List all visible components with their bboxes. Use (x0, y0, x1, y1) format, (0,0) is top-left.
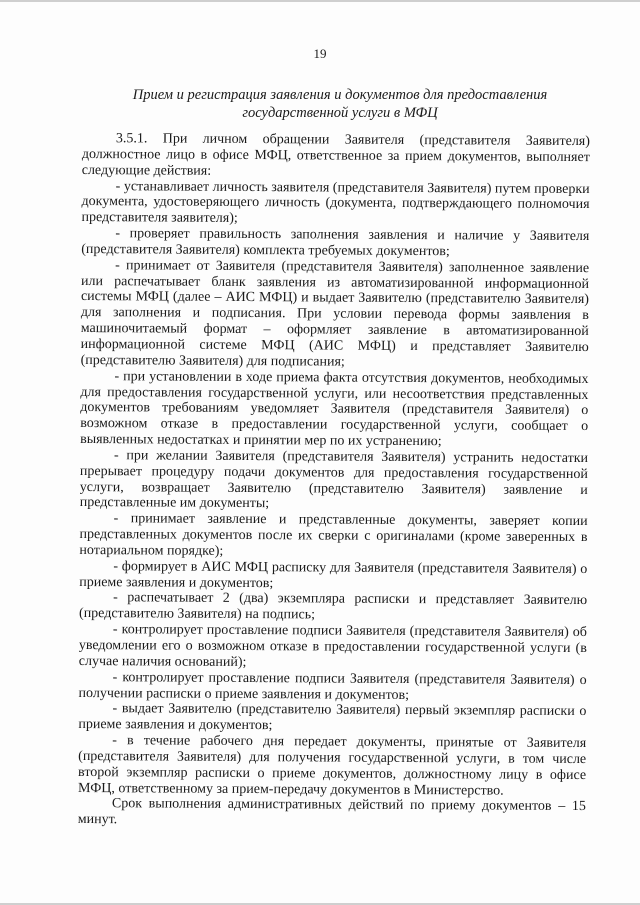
section-title (120, 86, 560, 122)
list-item: - принимает от Заявителя (представителя Заявителя) заполненное заявление или распечатывает бланк заявления из автоматизированной информационной системы МФЦ (далее – АИС МФЦ) и выдает Заявителю (представителю Заявителя) для заполнения и подписания. При условии перевода формы заявления в машиночитаемый формат – оформляет заявление в автоматизированной информационной системе МФЦ (АИС МФЦ) и представляет Заявителю (представителю Заявителя) для подписания; (80, 257, 590, 370)
list-item: - формирует в АИС МФЦ расписку для Заявителя (представителя Заявителя) о приеме заявления и документов; (79, 558, 588, 591)
page-number: 19 (313, 46, 327, 61)
list-item: - в течение рабочего дня передает документы, принятые от Заявителя (представителя Заявителя) для получения государственной услуги, в том числе второй экземпляр расписки о приеме документов, должностному лицу в офисе МФЦ, ответственному за прием-передачу документов в Министерство. (77, 733, 587, 799)
list-item: - при установлении в ходе приема факта отсутствия документов, необходимых для предоставления государственной услуги, или несоответствия представленных документов требованиям уведомляет Заявителя (представителя Заявителя) о возможном отказе в предоставлении государственной услуги, сообщает о выявленных недостатках и принятии мер по их устранению; (80, 368, 589, 450)
scan-top-edge (0, 0, 640, 2)
section-title-line-2: государственной услуги в МФЦ (242, 105, 438, 121)
list-item: - проверяет правильность заполнения заявления и наличие у Заявителя (представителя Заявителя) комплекта требуемых документов; (81, 226, 590, 260)
list-item: - контролирует проставление подписи Заявителя (представителя Заявителя) о получении расписки о приеме заявления и документов; (78, 669, 587, 703)
list-item: - распечатывает 2 (два) экземпляра расписки и представляет Заявителю (представителю Заявителя) на подпись; (79, 590, 588, 623)
closing-paragraph: Срок выполнения административных действий по приему документов – 15 минут. (77, 796, 586, 828)
list-item: - устанавливает личность заявителя (представителя Заявителя) путем проверки документа, удостоверяющего личность (документа, подтверждающего полномочия представителя заявителя); (81, 178, 590, 227)
list-item: - контролирует проставление подписи Заявителя (представителя Заявителя) об уведомлении его о возможном отказе в предоставлении государственной услуги (в случае наличия оснований); (78, 622, 587, 670)
list-item: - принимает заявление и представленные документы, заверяет копии представленных документов после их сверки с оригиналами (кроме заверенных в нотариальном порядке); (79, 511, 588, 559)
body-text (78, 131, 590, 831)
intro-paragraph: 3.5.1. При личном обращении Заявителя (представителя Заявителя) должностное лицо в офисе МФЦ, ответственное за прием документов, выполняет следующие действия: (81, 131, 590, 179)
list-item: - выдает Заявителю (представителю Заявителя) первый экземпляр расписки о приеме заявления и документов; (78, 701, 587, 734)
list-item: - при желании Заявителя (представителя Заявителя) устранить недостатки прерывает процедуру подачи документов для предоставления государственной услуги, возвращает Заявителю (представителю Заявителя) заявление и представленные им документы; (79, 448, 589, 512)
section-title-line-1: Прием и регистрация заявления и документов для предоставления (132, 87, 548, 103)
